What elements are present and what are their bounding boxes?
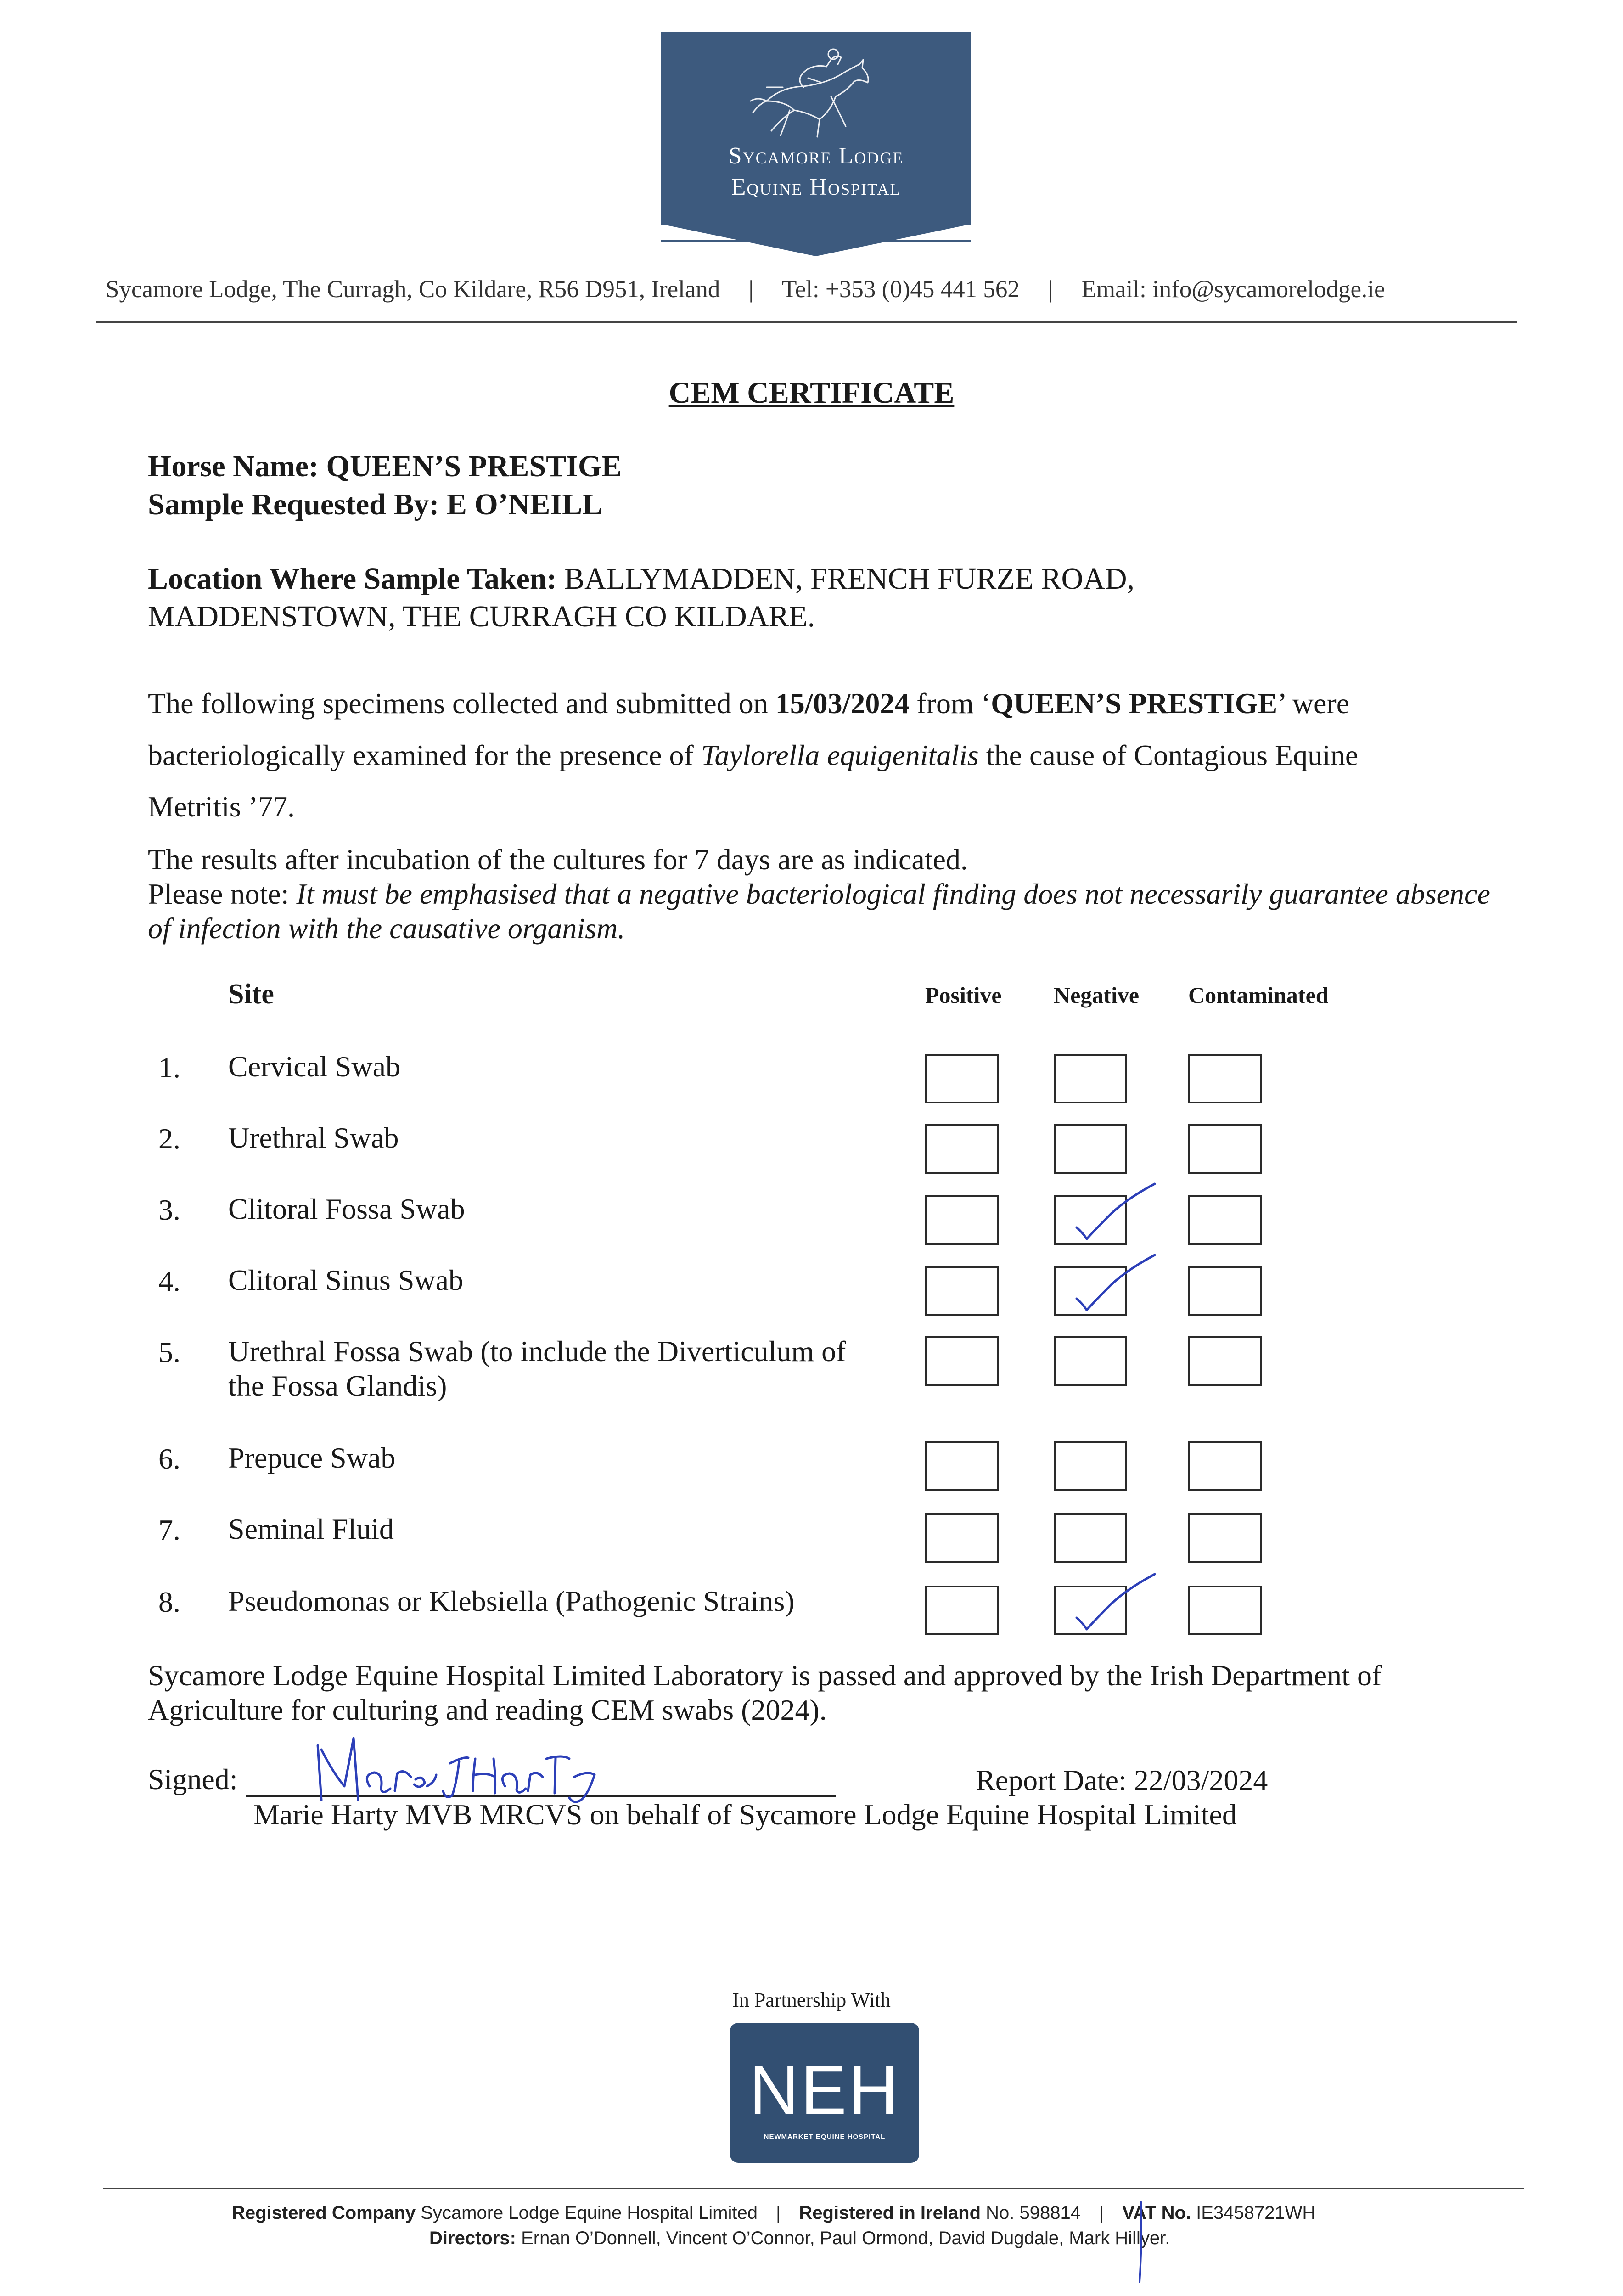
note-line-2: [148, 912, 625, 945]
footer-value: No. 598814: [981, 2203, 1081, 2223]
horse-and-jockey-icon: [739, 32, 891, 147]
contaminated-checkbox[interactable]: [1188, 1054, 1262, 1103]
site-label: Clitoral Sinus Swab: [228, 1264, 464, 1296]
negative-checkbox[interactable]: [1054, 1586, 1127, 1635]
row-number: 4.: [158, 1265, 180, 1297]
note-text: of infection with the causative organism.: [148, 912, 625, 945]
report-date: [976, 1763, 1268, 1797]
footer-label: Registered in Ireland: [799, 2203, 981, 2223]
footer-separator: |: [1099, 2203, 1104, 2223]
horse-name-row: [148, 448, 622, 485]
row-number: 3.: [158, 1193, 180, 1226]
signed-label: Signed:: [148, 1763, 238, 1795]
address: Sycamore Lodge, The Curragh, Co Kildare, R56 D951, Ireland: [106, 276, 720, 303]
contaminated-checkbox[interactable]: [1188, 1124, 1262, 1174]
footer-registration: [232, 2203, 1315, 2223]
positive-checkbox[interactable]: [925, 1195, 999, 1245]
site-label: Clitoral Fossa Swab: [228, 1193, 465, 1225]
positive-checkbox[interactable]: [925, 1513, 999, 1563]
contaminated-checkbox[interactable]: [1188, 1513, 1262, 1563]
note-line-1: [148, 877, 1490, 911]
positive-checkbox[interactable]: [925, 1586, 999, 1635]
footer-label: Registered Company: [232, 2203, 416, 2223]
footer-value: Sycamore Lodge Equine Hospital Limited: [416, 2203, 758, 2223]
negative-checkbox[interactable]: [1054, 1441, 1127, 1491]
location-line-2: MADDENSTOWN, THE CURRAGH CO KILDARE.: [148, 600, 815, 633]
positive-checkbox[interactable]: [925, 1124, 999, 1174]
intro-horse-name: QUEEN’S PRESTIGE: [991, 687, 1278, 720]
report-date-label: Report Date:: [976, 1764, 1134, 1796]
neh-logo-subtitle: NEWMARKET EQUINE HOSPITAL: [764, 2133, 886, 2141]
footer-label: VAT No.: [1122, 2203, 1191, 2223]
intro-text: ’ were: [1277, 687, 1350, 720]
row-number: 2.: [158, 1122, 180, 1155]
negative-checkbox[interactable]: [1054, 1513, 1127, 1563]
positive-checkbox[interactable]: [925, 1441, 999, 1491]
intro-text: bacteriologically examined for the presence of: [148, 739, 701, 771]
positive-checkbox[interactable]: [925, 1054, 999, 1103]
negative-column-header: Negative: [1054, 982, 1140, 1008]
location-label: Location Where Sample Taken:: [148, 562, 557, 596]
requested-by-label: Sample Requested By:: [148, 488, 439, 521]
site-label: Urethral Fossa Swab (to include the Diverticulum of: [228, 1335, 846, 1367]
row-number: 5.: [158, 1336, 180, 1368]
site-label: Cervical Swab: [228, 1050, 400, 1083]
page-title: CEM CERTIFICATE: [668, 376, 955, 410]
site-label-continued: the Fossa Glandis): [228, 1369, 447, 1402]
intro-text: from ‘: [909, 687, 991, 720]
logo-line-2: Equine Hospital: [731, 174, 901, 200]
intro-line-1: [148, 687, 1349, 720]
site-label: Prepuce Swab: [228, 1441, 396, 1474]
logo-line-1: Sycamore Lodge: [728, 143, 904, 169]
note-text: It must be emphasised that a negative bacteriological finding does not necessarily guarantee absence: [296, 878, 1490, 910]
location-row: [148, 560, 1134, 598]
footer-divider: [103, 2188, 1524, 2189]
intro-line-3: Metritis ’77.: [148, 790, 295, 823]
horse-name-value: QUEEN’S PRESTIGE: [326, 450, 622, 483]
footer-value: Ernan O’Donnell, Vincent O’Connor, Paul Ormond, David Dugdale, Mark Hillyer.: [516, 2228, 1170, 2248]
contaminated-checkbox[interactable]: [1188, 1266, 1262, 1316]
neh-logo-letters: NEH: [749, 2051, 900, 2128]
site-label: Urethral Swab: [228, 1121, 399, 1154]
approval-line-1: Sycamore Lodge Equine Hospital Limited Laboratory is passed and approved by the Irish Department of: [148, 1659, 1382, 1692]
hospital-logo: [661, 32, 971, 257]
row-number: 6.: [158, 1442, 180, 1475]
positive-checkbox[interactable]: [925, 1266, 999, 1316]
footer-label: Directors:: [429, 2228, 516, 2248]
footer-directors: [429, 2228, 1170, 2249]
contaminated-checkbox[interactable]: [1188, 1586, 1262, 1635]
header-contact: [106, 276, 1520, 303]
email-link[interactable]: Email: info@sycamorelodge.ie: [1081, 276, 1385, 303]
contaminated-checkbox[interactable]: [1188, 1195, 1262, 1245]
negative-checkbox[interactable]: [1054, 1195, 1127, 1245]
row-number: 1.: [158, 1051, 180, 1084]
negative-checkbox[interactable]: [1054, 1124, 1127, 1174]
footer-value: IE3458721WH: [1191, 2203, 1316, 2223]
horse-name-label: Horse Name:: [148, 450, 319, 483]
location-line-1: BALLYMADDEN, FRENCH FURZE ROAD,: [564, 562, 1134, 596]
header-separator: |: [1048, 276, 1053, 303]
negative-checkbox[interactable]: [1054, 1266, 1127, 1316]
intro-text: The following specimens collected and submitted on: [148, 687, 775, 720]
requested-by-value: E O’NEILL: [446, 488, 603, 521]
intro-text: the cause of Contagious Equine: [978, 739, 1359, 771]
site-label: Seminal Fluid: [228, 1513, 394, 1545]
neh-logo: [730, 2023, 919, 2163]
site-column-header: Site: [228, 979, 274, 1010]
signatory-line: Marie Harty MVB MRCVS on behalf of Sycamore Lodge Equine Hospital Limited: [253, 1798, 1237, 1831]
telephone: Tel: +353 (0)45 441 562: [782, 276, 1020, 303]
negative-checkbox[interactable]: [1054, 1054, 1127, 1103]
site-label: Pseudomonas or Klebsiella (Pathogenic Strains): [228, 1585, 795, 1617]
ink-stroke: [1134, 2202, 1148, 2285]
negative-checkbox[interactable]: [1054, 1336, 1127, 1386]
requested-by-row: [148, 486, 602, 523]
contaminated-checkbox[interactable]: [1188, 1336, 1262, 1386]
header-divider: [96, 321, 1517, 323]
contaminated-checkbox[interactable]: [1188, 1441, 1262, 1491]
row-number: 7.: [158, 1514, 180, 1546]
signature-text: MarieHarty: [312, 1725, 347, 1733]
footer-separator: |: [775, 2203, 781, 2223]
row-number: 8.: [158, 1586, 180, 1618]
organism-name: Taylorella equigenitalis: [701, 739, 979, 771]
submission-date: 15/03/2024: [775, 687, 910, 720]
report-date-value: 22/03/2024: [1134, 1764, 1268, 1796]
positive-column-header: Positive: [925, 982, 1002, 1008]
intro-line-2: [148, 738, 1358, 772]
header-separator: |: [748, 276, 754, 303]
incubation-text: The results after incubation of the cultures for 7 days are as indicated.: [148, 843, 968, 876]
positive-checkbox[interactable]: [925, 1336, 999, 1386]
contaminated-column-header: Contaminated: [1188, 982, 1329, 1008]
partner-caption: In Partnership With: [732, 1989, 891, 2011]
note-label: Please note:: [148, 878, 297, 910]
approval-line-2: Agriculture for culturing and reading CEM swabs (2024).: [148, 1694, 827, 1726]
